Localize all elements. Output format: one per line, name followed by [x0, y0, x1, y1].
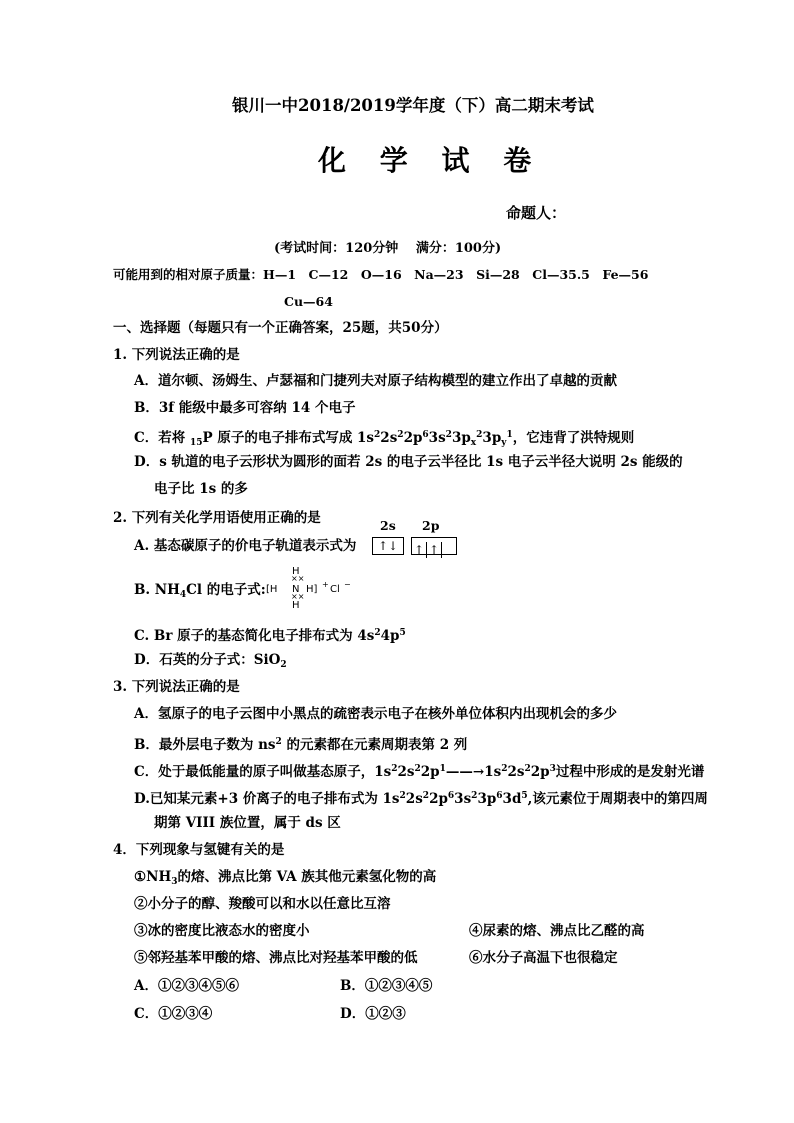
q3-stem: 3. 下列说法正确的是	[113, 679, 240, 695]
q2-d-text: D．石英的分子式：SiO	[134, 652, 281, 668]
q1-option-c	[134, 426, 634, 452]
q4-statement-1	[134, 868, 436, 891]
sup: 2	[445, 430, 452, 440]
q3-b-post: 的元素都在元素周期表第 2 列	[281, 737, 468, 753]
atomic-masses-line2: Cu—64	[284, 294, 333, 309]
q3-option-c	[134, 760, 704, 781]
orbital-box-2s	[372, 537, 404, 555]
orbital: 3p	[451, 430, 471, 446]
arrow-down-icon: ↓	[388, 539, 399, 553]
sub: 3	[171, 877, 178, 887]
q3-option-a: A．氢原子的电子云图中小黑点的疏密表示电子在核外单位体积内出现机会的多少	[134, 706, 617, 722]
q4-option-c: C．①②③④	[134, 1006, 213, 1022]
orbital: 3p	[482, 430, 502, 446]
sup: 2	[422, 791, 430, 801]
q2-option-a: A. 基态碳原子的价电子轨道表示式为	[134, 538, 357, 554]
sub: 2	[280, 660, 287, 670]
q3-c-1s: 1s	[484, 764, 502, 780]
q4-statement-6: ⑥水分子高温下也很稳定	[469, 950, 618, 966]
orbital-label-2s: 2s	[380, 518, 396, 533]
sup: 6	[422, 430, 429, 440]
lewis-dots-top: ××	[291, 574, 305, 583]
sub: y	[501, 438, 507, 448]
q4-option-d: D．①②③	[340, 1006, 406, 1022]
q4-statement-5: ⑤邻羟基苯甲酸的熔、沸点比对羟基苯甲酸的低	[134, 950, 418, 966]
orbital-box-2p	[411, 537, 457, 555]
orbital: 2s	[507, 764, 525, 780]
lewis-h-bottom: H	[292, 600, 300, 611]
q2-b-pre: B. NH	[134, 582, 180, 598]
q4-stem: 4．下列现象与氢键有关的是	[113, 842, 285, 858]
q1-option-d-line1: D．s 轨道的电子云形状为圆形的面若 2s 的电子云半径比 1s 电子云半径大说明 2s 能级的	[134, 454, 683, 470]
orbital-cell	[373, 538, 403, 554]
q1-c-el: P 原子的电子排布式写成 1s	[202, 430, 375, 446]
q2-option-d	[134, 651, 287, 674]
sup: 2	[524, 764, 531, 774]
exam-title: 银川一中2018/2019学年度（下）高二期末考试	[232, 96, 594, 115]
orbital: 3s	[428, 430, 446, 446]
q4-option-a: A．①②③④⑤⑥	[134, 978, 239, 994]
orbital: 2p	[530, 764, 550, 780]
subject-title: 化 学 试 卷	[318, 144, 544, 177]
atomic-masses-label: 可能用到的相对原子质量：	[113, 267, 264, 282]
q1-option-d-line2: 电子比 1s 的多	[154, 481, 248, 497]
orbital: 2p	[420, 764, 440, 780]
q2-c-4p: 4p	[380, 628, 400, 644]
sup: 2	[374, 628, 381, 638]
q3-d-pre: D.已知某元素+3 价离子的电子排布式为 1s	[134, 791, 400, 807]
sup: 2	[501, 764, 508, 774]
lewis-cl: Cl	[330, 584, 340, 595]
sup: 1	[506, 430, 513, 440]
sub: x	[470, 438, 477, 448]
nh4cl-lewis-structure	[266, 566, 356, 612]
sup: 1	[439, 764, 446, 774]
q4-statement-3: ③冰的密度比液态水的密度小	[134, 923, 310, 939]
orbital: 3p	[477, 791, 497, 807]
lewis-n: N	[292, 584, 300, 595]
sup: 2	[399, 791, 406, 801]
q3-d-post: ,该元素位于周期表中的第四周	[527, 791, 708, 807]
q4-s1-post: 的熔、沸点比第 VA 族其他元素氢化物的高	[177, 869, 437, 885]
atomic-masses	[113, 266, 648, 284]
orbital: 2s	[405, 791, 423, 807]
orbital: 2p	[403, 430, 423, 446]
sup: 2	[414, 764, 421, 774]
q3-option-d-line2: 期第 VIII 族位置，属于 ds 区	[154, 815, 341, 831]
lewis-dots-bottom: ××	[291, 592, 305, 601]
sup: 5	[399, 628, 406, 638]
sup: 5	[521, 791, 528, 801]
section-heading: 一、选择题（每题只有一个正确答案，25题，共50分）	[113, 320, 448, 336]
sup: 2	[391, 764, 398, 774]
sup: 6	[447, 791, 455, 801]
q2-c-pre: C. Br 原子的基态简化电子排布式为 4s	[134, 628, 375, 644]
sub: 4	[179, 590, 187, 600]
sup: 6	[496, 791, 503, 801]
sup: 2	[476, 430, 483, 440]
q3-c-post: 过程中形成的是发射光谱	[555, 764, 705, 780]
orbital: 2p	[429, 791, 448, 807]
q4-s1-pre: ①NH	[134, 869, 172, 885]
orbital: 3s	[454, 791, 472, 807]
atomic-masses-line1: H—1 C—12 O—16 Na—23 Si—28 Cl—35.5 Fe—56	[263, 267, 649, 282]
q2-stem: 2. 下列有关化学用语使用正确的是	[113, 510, 321, 526]
q1-c-mid: ，它违背了洪特规则	[512, 430, 635, 446]
q1-c-pre: C．若将	[134, 430, 190, 446]
lewis-plus: +	[322, 580, 329, 589]
q3-c-pre: C．处于最低能量的原子叫做基态原子，1s	[134, 764, 392, 780]
orbital-label-2p: 2p	[422, 518, 440, 533]
author-label: 命题人：	[506, 204, 567, 222]
arrow-up-icon: ↑	[377, 539, 388, 553]
sup: 2	[471, 791, 478, 801]
orbital-cell	[442, 538, 456, 554]
q3-option-b	[134, 733, 467, 754]
q1-option-b: B．3f 能级中最多可容纳 14 个电子	[134, 400, 356, 416]
sup: 3	[549, 764, 556, 774]
arrow-icon: ——→	[445, 764, 485, 780]
time-info: (考试时间：120分钟 满分：100分)	[274, 241, 502, 256]
q4-statement-4: ④尿素的熔、沸点比乙醛的高	[469, 923, 645, 939]
sup: 2	[397, 430, 404, 440]
orbital-cell: ↑	[412, 542, 427, 558]
sup: 2	[275, 737, 282, 747]
q4-option-b: B．①②③④⑤	[340, 978, 433, 994]
lewis-h-top: H	[292, 566, 300, 577]
orbital: 2s	[380, 430, 398, 446]
lewis-minus: −	[344, 580, 351, 589]
q3-b-pre: B．最外层电子数为 ns	[134, 737, 276, 753]
q1-c-iso: 15	[189, 438, 203, 448]
q4-statement-2: ②小分子的醇、羧酸可以和水以任意比互溶	[134, 896, 391, 912]
q2-option-c	[134, 624, 406, 645]
orbital-cell: ↑	[427, 542, 442, 558]
lewis-left: [H	[266, 584, 278, 595]
orbital: 2s	[397, 764, 415, 780]
q1-stem: 1. 下列说法正确的是	[113, 347, 240, 363]
q2-b-post: Cl 的电子式:	[186, 582, 266, 598]
q1-option-a: A．道尔顿、汤姆生、卢瑟福和门捷列夫对原子结构模型的建立作出了卓越的贡献	[134, 373, 617, 389]
q3-option-d	[134, 787, 708, 808]
lewis-right: H]	[306, 584, 318, 595]
q2-option-b	[134, 581, 266, 604]
orbital: 3d	[502, 791, 522, 807]
sup: 2	[374, 430, 381, 440]
